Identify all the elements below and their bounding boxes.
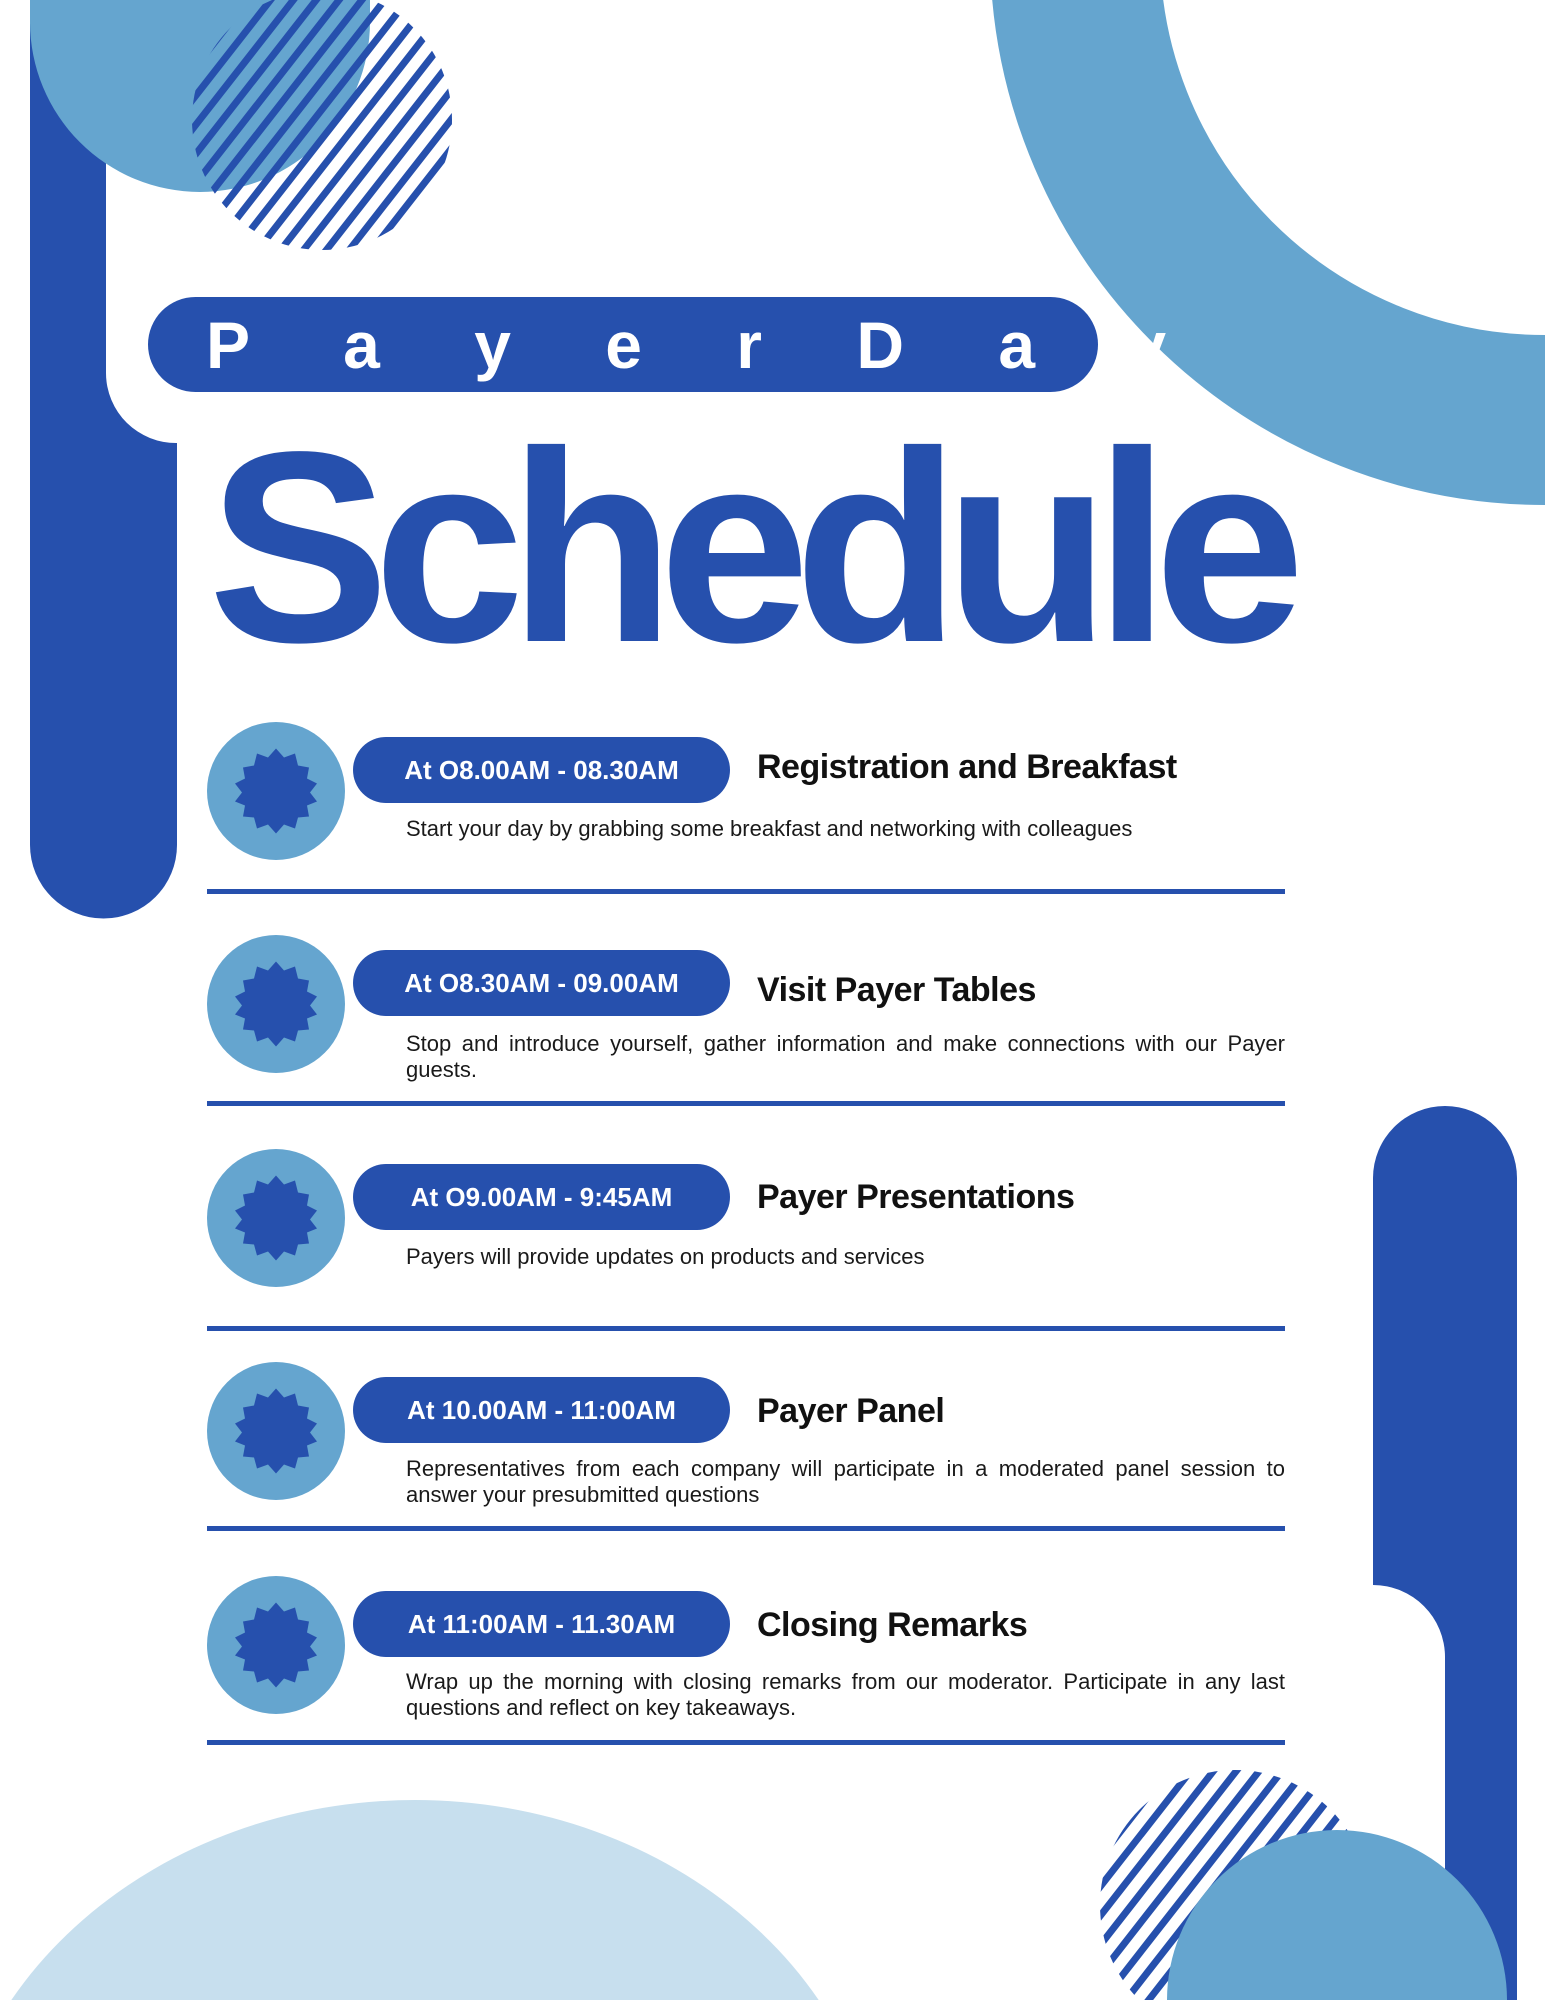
item-description: Payers will provide updates on products and services [406, 1244, 925, 1269]
starburst-icon [207, 1576, 345, 1714]
badge-circle [207, 935, 345, 1073]
item-title: Closing Remarks [757, 1606, 1028, 1644]
page-title: Schedule [208, 395, 1290, 699]
schedule-item [0, 1576, 1545, 1789]
time-pill: At O8.30AM - 09.00AM [353, 950, 730, 1016]
badge-circle [207, 722, 345, 860]
item-description: Representatives from each company will participate in a moderated panel session to answer your presubmitted questions [406, 1456, 1285, 1507]
starburst-icon [207, 722, 345, 860]
badge-circle [207, 1576, 345, 1714]
divider [207, 1526, 1285, 1531]
schedule-item [0, 722, 1545, 935]
starburst-icon [207, 1362, 345, 1500]
item-title: Payer Panel [757, 1392, 945, 1430]
item-description: Stop and introduce yourself, gather information and make connections with our Payer guests. [406, 1031, 1285, 1082]
badge-circle [207, 1362, 345, 1500]
item-description: Wrap up the morning with closing remarks from our moderator. Participate in any last questions and reflect on key takeaways. [406, 1669, 1285, 1720]
schedule-item [0, 1149, 1545, 1362]
bottom-left-arc [0, 1800, 885, 2000]
starburst-icon [207, 935, 345, 1073]
time-pill: At O9.00AM - 9:45AM [353, 1164, 730, 1230]
item-title: Visit Payer Tables [757, 971, 1036, 1009]
divider [207, 889, 1285, 894]
badge-circle [207, 1149, 345, 1287]
time-pill: At O8.00AM - 08.30AM [353, 737, 730, 803]
divider [207, 1101, 1285, 1106]
divider [207, 1740, 1285, 1745]
item-description: Start your day by grabbing some breakfast and networking with colleagues [406, 816, 1133, 841]
item-title: Registration and Breakfast [757, 748, 1177, 786]
header-banner [148, 297, 1205, 392]
time-pill: At 11:00AM - 11.30AM [353, 1591, 730, 1657]
schedule-item [0, 1362, 1545, 1575]
item-title: Payer Presentations [757, 1178, 1075, 1216]
divider [207, 1326, 1285, 1331]
schedule-item [0, 935, 1545, 1148]
starburst-icon [207, 1149, 345, 1287]
time-pill: At 10.00AM - 11:00AM [353, 1377, 730, 1443]
eyebrow-title: P a y e r D a y [206, 307, 1205, 382]
